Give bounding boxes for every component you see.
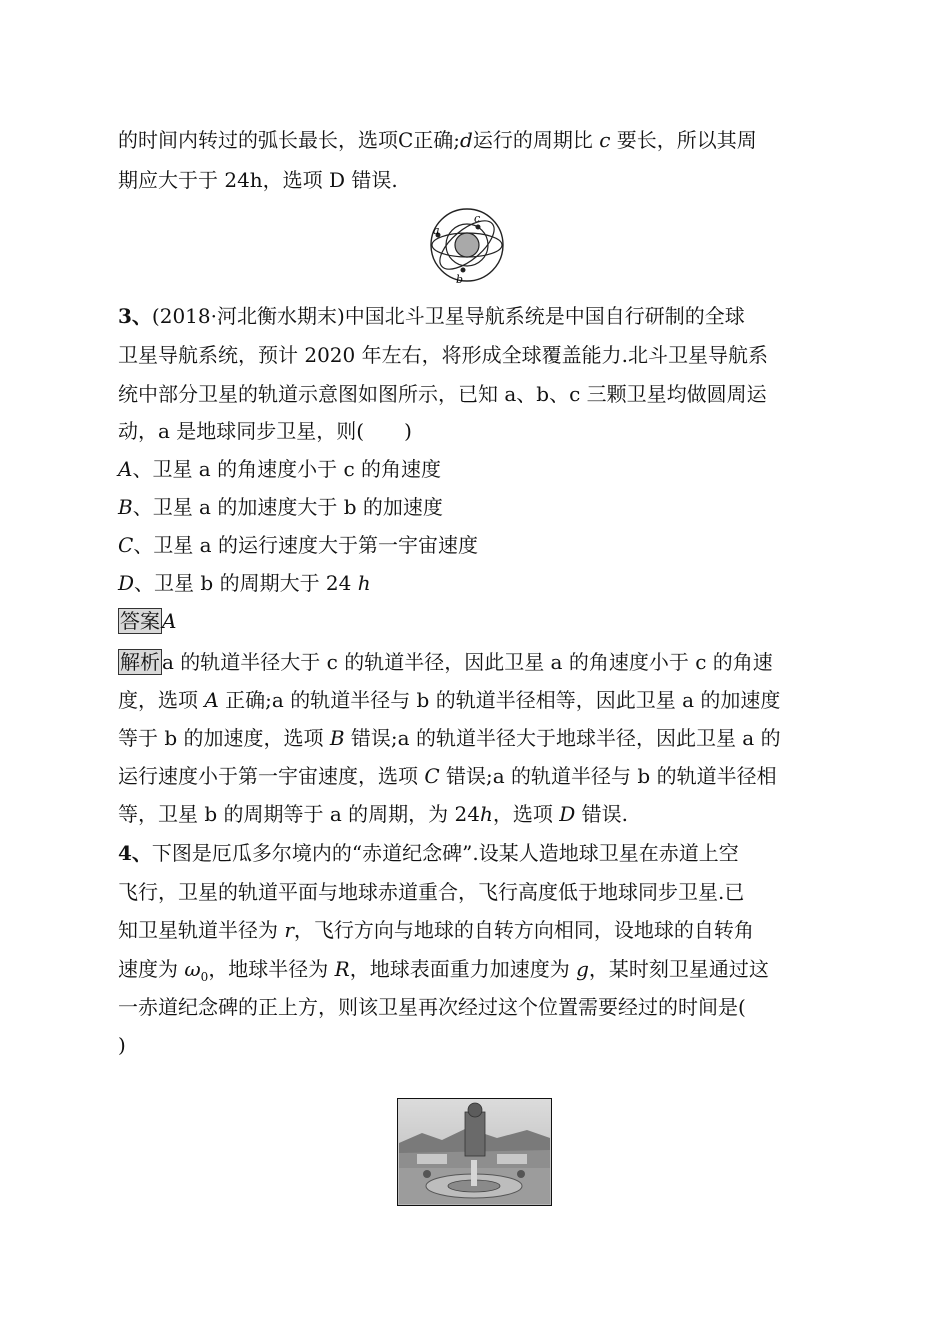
q4-line-1: 4、下图是厄瓜多尔境内的“赤道纪念碑”.设某人造地球卫星在赤道上空 — [118, 841, 739, 865]
q4-line-3: 知卫星轨道半径为 r，飞行方向与地球的自转方向相同，设地球的自转角 — [118, 918, 754, 942]
prev-line-2: 期应大于于 24h，选项 D 错误. — [118, 168, 398, 192]
q4-line-4: 速度为 $\omega_0$，地球半径为 R，地球表面重力加速度为 g，某时刻卫星通过这 — [118, 957, 769, 984]
q4-line-6: ) — [118, 1033, 126, 1057]
orbit-label-b: b — [456, 273, 464, 285]
q3-option-c: C、卫星 a 的运行速度大于第一宇宙速度 — [118, 533, 478, 557]
q3-option-a: A、卫星 a 的角速度小于 c 的角速度 — [118, 457, 442, 481]
prev-line-1: 的时间内转过的弧长最长，选项C正确;d运行的周期比 c 要长，所以其周 — [118, 128, 757, 152]
q4-line-5: 一赤道纪念碑的正上方，则该卫星再次经过这个位置需要经过的时间是( — [118, 995, 746, 1019]
q3-line-2: 卫星导航系统，预计 2020 年左右，将形成全球覆盖能力.北斗卫星导航系 — [118, 343, 768, 367]
q3-analysis-3: 等于 b 的加速度，选项 B 错误;a 的轨道半径大于地球半径，因此卫星 a 的 — [118, 726, 781, 750]
q3-option-d: D、卫星 b 的周期大于 24 h — [118, 571, 371, 595]
q3-analysis-2: 度，选项 A 正确;a 的轨道半径与 b 的轨道半径相等，因此卫星 a 的加速度 — [118, 688, 781, 712]
q3-analysis-5: 等，卫星 b 的周期等于 a 的周期，为 24h，选项 D 错误. — [118, 802, 628, 826]
orbit-label-c: c — [474, 212, 481, 225]
q3-answer — [118, 607, 176, 635]
q4-number: 4、 — [118, 841, 152, 865]
q3-line-1: 3、(2018·河北衡水期末)中国北斗卫星导航系统是中国自行研制的全球 — [118, 304, 745, 328]
orbit-label-a: a — [433, 224, 440, 237]
answer-value: A — [162, 609, 177, 633]
q3-analysis-4: 运行速度小于第一宇宙速度，选项 C 错误;a 的轨道半径与 b 的轨道半径相 — [118, 764, 777, 788]
q3-line-3: 统中部分卫星的轨道示意图如图所示，已知 a、b、c 三颗卫星均做圆周运 — [118, 382, 767, 406]
q3-number: 3、 — [118, 304, 152, 328]
equator-monument-photo — [397, 1098, 552, 1206]
analysis-tag: 解析 — [120, 650, 160, 674]
q4-line-2: 飞行，卫星的轨道平面与地球赤道重合，飞行高度低于地球同步卫星.已 — [118, 880, 745, 904]
answer-tag: 答案 — [120, 609, 160, 633]
q3-option-b: B、卫星 a 的加速度大于 b 的加速度 — [118, 495, 443, 519]
q3-analysis-1: 解析 a 的轨道半径大于 c 的轨道半径，因此卫星 a 的角速度小于 c 的角速 — [120, 650, 773, 674]
q3-line-4: 动，a 是地球同步卫星，则( ) — [118, 419, 412, 443]
orbit-diagram — [428, 205, 506, 285]
